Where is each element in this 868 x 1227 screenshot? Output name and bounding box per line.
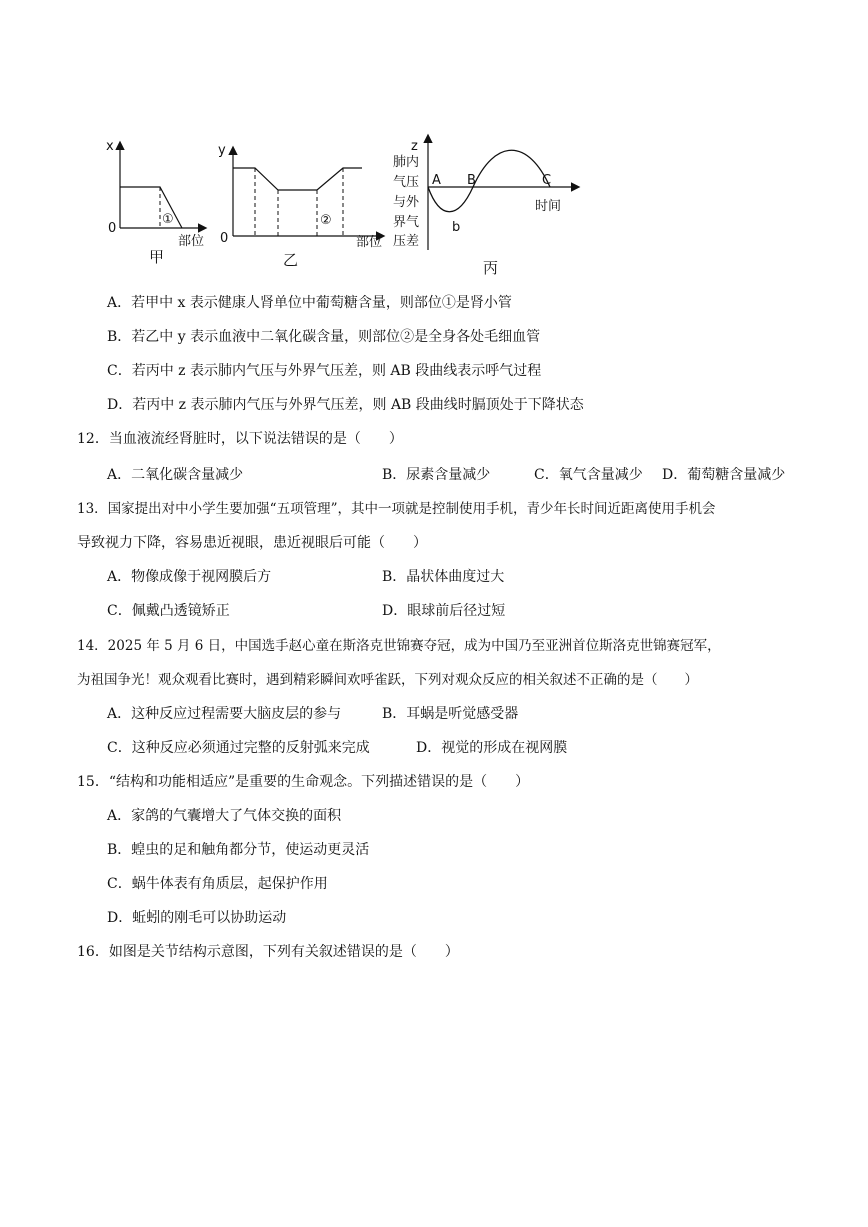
- q13-option-b[interactable]: B．晶状体曲度过大: [382, 569, 505, 585]
- q12-option-b[interactable]: B．尿素含量减少: [382, 467, 491, 483]
- jia-axis-x: 部位: [178, 234, 205, 249]
- graphs-svg: [100, 128, 600, 283]
- q15-option-a[interactable]: A．家鸽的气囊增大了气体交换的面积: [107, 808, 342, 824]
- q13-option-a[interactable]: A．物像成像于视网膜后方: [107, 569, 272, 585]
- jia-origin: 0: [108, 221, 117, 236]
- bing-point-lower: b: [452, 220, 461, 235]
- q11-option-d[interactable]: D．若丙中 z 表示肺内气压与外界气压差，则 AB 段曲线时膈顶处于下降状态: [107, 397, 584, 413]
- q15-option-b[interactable]: B．蝗虫的足和触角都分节，使运动更灵活: [107, 842, 370, 858]
- yi-origin: 0: [220, 231, 229, 246]
- bing-point-a: A: [432, 173, 441, 188]
- bing-axis-y: z: [411, 139, 418, 154]
- q12-option-d[interactable]: D．葡萄糖含量减少: [662, 467, 786, 483]
- q13-option-c[interactable]: C．佩戴凸透镜矫正: [107, 603, 230, 619]
- q15-stem: 15．“结构和功能相适应”是重要的生命观念。下列描述错误的是（ ）: [77, 774, 530, 790]
- q11-option-a[interactable]: A．若甲中 x 表示健康人肾单位中葡萄糖含量，则部位①是肾小管: [107, 295, 512, 311]
- q13-stem-line1: 13．国家提出对中小学生要加强“五项管理”，其中一项就是控制使用手机，青少年长时间近距离使用手机会: [77, 501, 716, 517]
- question-11-figure: [100, 128, 600, 283]
- bing-axis-x: 时间: [535, 199, 562, 214]
- bing-ylabel-1: 肺内: [393, 155, 420, 170]
- q14-option-d[interactable]: D．视觉的形成在视网膜: [416, 740, 568, 756]
- yi-marker: ②: [320, 213, 332, 228]
- bing-ylabel-5: 压差: [393, 234, 420, 249]
- graph-bing: [393, 136, 578, 277]
- bing-point-b: B: [467, 173, 476, 188]
- jia-marker: ①: [162, 212, 174, 227]
- graph-jia: [106, 139, 205, 266]
- q11-option-c[interactable]: C．若丙中 z 表示肺内气压与外界气压差，则 AB 段曲线表示呼气过程: [107, 363, 542, 379]
- q13-stem-line2: 导致视力下降，容易患近视眼，患近视眼后可能（ ）: [77, 535, 427, 551]
- jia-axis-y: x: [106, 139, 114, 154]
- q15-option-c[interactable]: C．蜗牛体表有角质层，起保护作用: [107, 876, 328, 892]
- yi-axis-y: y: [218, 143, 226, 158]
- bing-point-c: C: [542, 173, 552, 188]
- q14-option-a[interactable]: A．这种反应过程需要大脑皮层的参与: [107, 706, 342, 722]
- q14-stem-line1: 14．2025 年 5 月 6 日，中国选手赵心童在斯洛克世锦赛夺冠，成为中国乃至亚洲首位斯洛克世锦赛冠军，: [77, 638, 721, 654]
- q12-option-c[interactable]: C．氧气含量减少: [534, 467, 643, 483]
- q12-stem: 12．当血液流经肾脏时，以下说法错误的是（ ）: [77, 431, 403, 447]
- bing-caption: 丙: [483, 259, 499, 277]
- q13-option-d[interactable]: D．眼球前后径过短: [382, 603, 506, 619]
- q15-option-d[interactable]: D．蚯蚓的刚毛可以协助运动: [107, 910, 287, 926]
- q12-option-a[interactable]: A．二氧化碳含量减少: [107, 467, 244, 483]
- q14-option-c[interactable]: C．这种反应必须通过完整的反射弧来完成: [107, 740, 370, 756]
- jia-caption: 甲: [149, 248, 165, 266]
- q16-stem: 16．如图是关节结构示意图，下列有关叙述错误的是（ ）: [77, 944, 459, 960]
- q14-stem-line2: 为祖国争光！观众观看比赛时，遇到精彩瞬间欢呼雀跃，下列对观众反应的相关叙述不正确的是（ ）: [77, 672, 698, 688]
- bing-ylabel-2: 气压: [393, 175, 420, 190]
- yi-caption: 乙: [283, 251, 299, 269]
- q11-option-b[interactable]: B．若乙中 y 表示血液中二氧化碳含量，则部位②是全身各处毛细血管: [107, 329, 541, 345]
- q14-option-b[interactable]: B．耳蜗是听觉感受器: [382, 706, 519, 722]
- bing-ylabel-4: 界气: [393, 215, 420, 230]
- graph-yi: [218, 143, 383, 269]
- yi-axis-x: 部位: [356, 235, 383, 250]
- bing-ylabel-3: 与外: [393, 195, 420, 210]
